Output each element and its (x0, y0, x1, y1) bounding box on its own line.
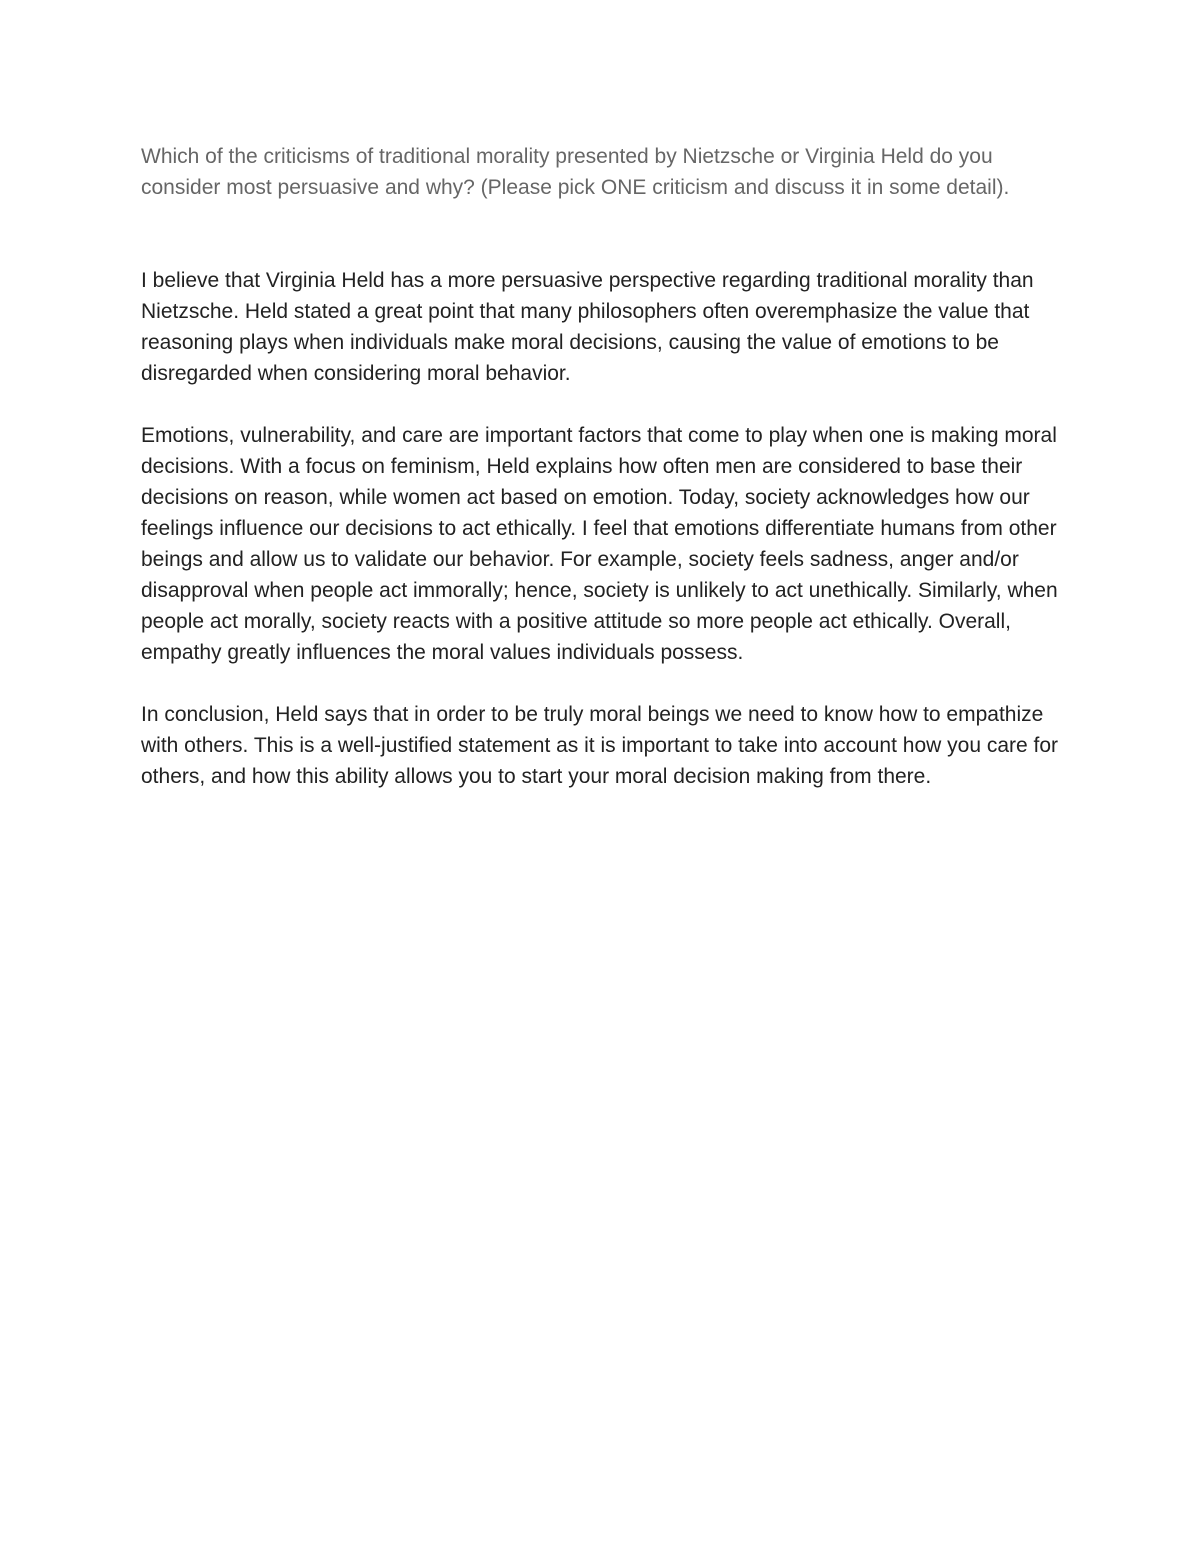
paragraph-conclusion: In conclusion, Held says that in order to be truly moral beings we need to know how to empathize with others. This is a well-justified statement as it is important to take into account how you care for others, and how this ability allows you to start your moral decision making from there. (141, 703, 1059, 788)
paragraph-body: Emotions, vulnerability, and care are important factors that come to play when one is making moral decisions. With a focus on feminism, Held explains how often men are considered to base their decisions on reason, while women act based on emotion. Today, society acknowledges how our feelings influence our decisions to act ethically. I feel that emotions differentiate humans from other beings and allow us to validate our behavior. For example, society feels sadness, anger and/or disapproval when people act immorally; hence, society is unlikely to act unethically. Similarly, when people act morally, society reacts with a positive attitude so more people act ethically. Overall, empathy greatly influences the moral values individuals possess. (141, 424, 1058, 664)
document-body (141, 141, 1061, 823)
question-prompt: Which of the criticisms of traditional morality presented by Nietzsche or Virginia Held do you consider most persuasive and why? (Please pick ONE criticism and discuss it in some detail). (141, 145, 1010, 199)
paragraph-intro: I believe that Virginia Held has a more persuasive perspective regarding traditional morality than Nietzsche. Held stated a great point that many philosophers often overemphasize the value that reasoning plays when individuals make moral decisions, causing the value of emotions to be disregarded when considering moral behavior. (141, 269, 1034, 385)
spacer (141, 203, 1061, 265)
